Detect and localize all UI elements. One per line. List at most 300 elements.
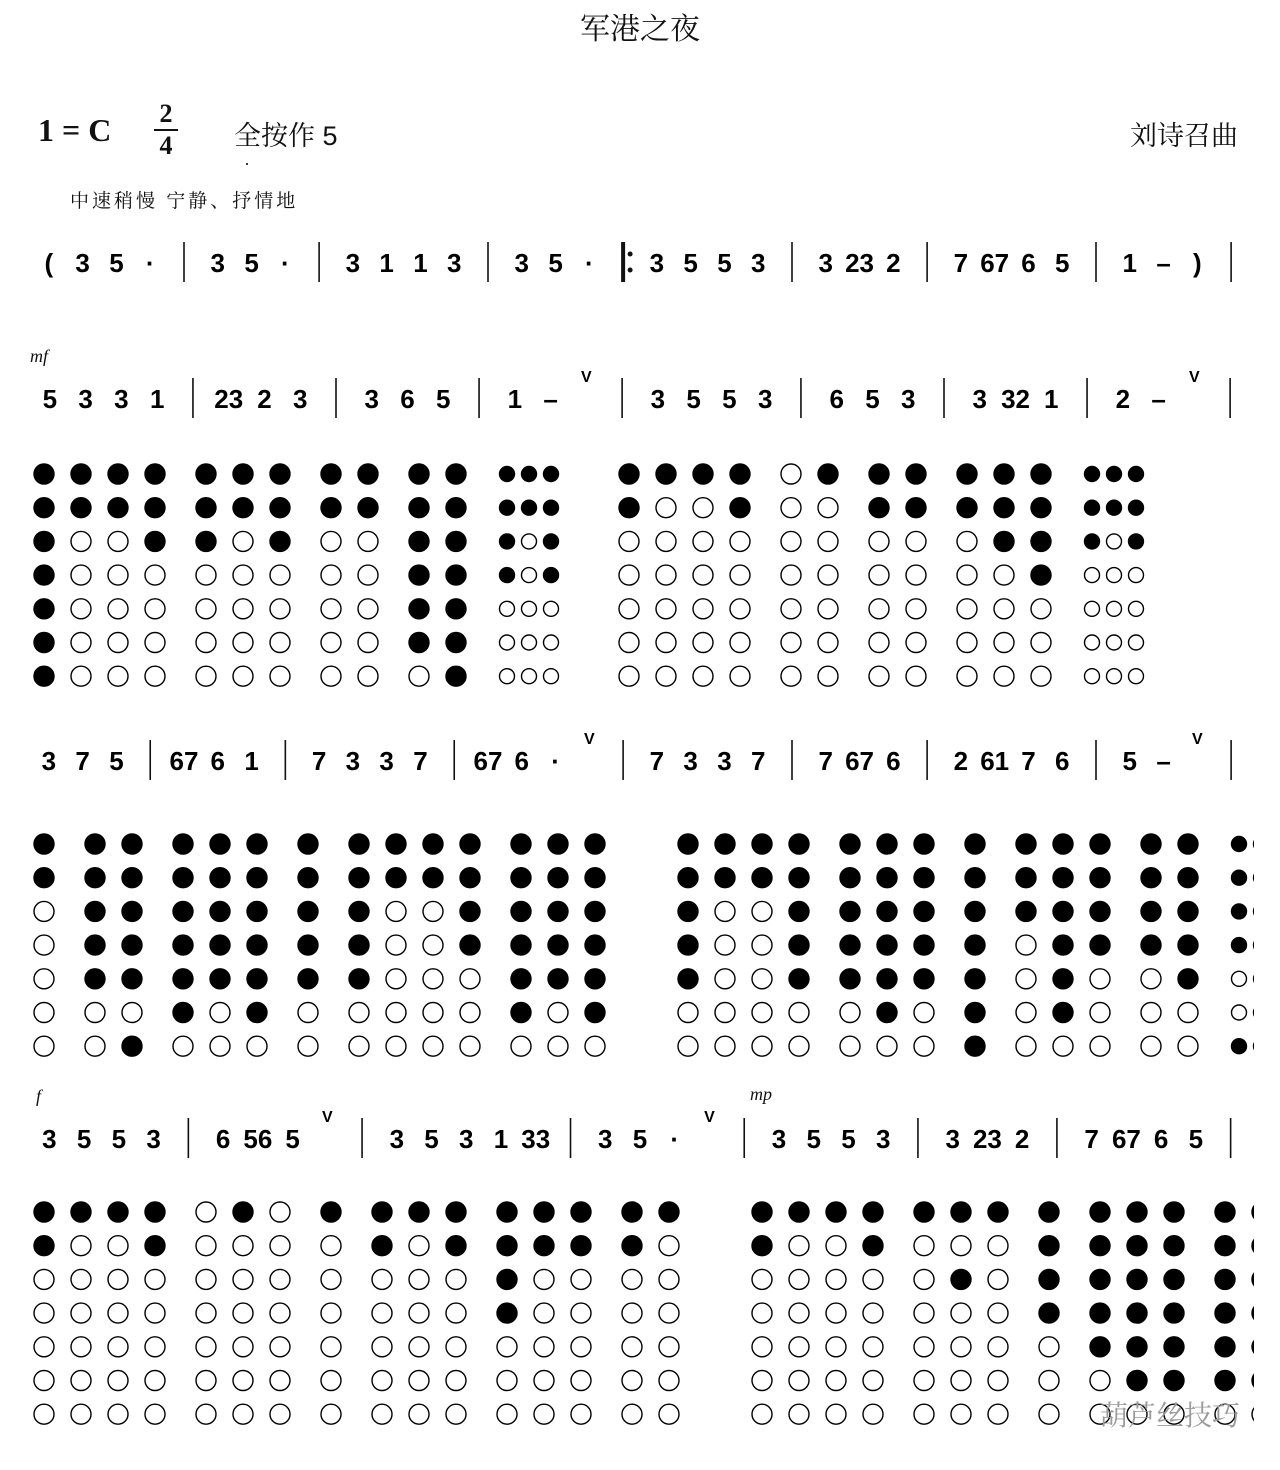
- note: 3: [598, 1124, 613, 1154]
- fingering-chart-3: [26, 1194, 1254, 1434]
- covered-hole: [446, 565, 466, 585]
- open-hole: [409, 1337, 429, 1357]
- note: 5: [76, 1124, 92, 1154]
- open-hole: [233, 633, 253, 653]
- open-hole: [951, 1337, 971, 1357]
- open-hole: [730, 531, 750, 551]
- covered-hole: [409, 498, 429, 518]
- covered-hole: [173, 901, 193, 921]
- open-hole: [656, 531, 676, 551]
- open-hole: [914, 1371, 934, 1391]
- covered-hole: [1252, 1303, 1254, 1323]
- covered-hole: [965, 969, 985, 989]
- covered-hole: [321, 498, 341, 518]
- covered-hole: [656, 464, 676, 484]
- open-hole: [522, 568, 537, 583]
- open-hole: [1178, 1036, 1198, 1056]
- open-hole: [522, 669, 537, 684]
- covered-hole: [965, 1003, 985, 1023]
- open-hole: [619, 599, 639, 619]
- covered-hole: [840, 935, 860, 955]
- open-hole: [840, 1003, 860, 1023]
- covered-hole: [497, 1269, 517, 1289]
- open-hole: [863, 1269, 883, 1289]
- covered-hole: [497, 1202, 517, 1222]
- open-hole: [358, 599, 378, 619]
- note: –: [1156, 746, 1171, 776]
- open-hole: [656, 666, 676, 686]
- open-hole: [409, 1236, 429, 1256]
- open-hole: [544, 601, 559, 616]
- covered-hole: [460, 901, 480, 921]
- open-hole: [659, 1269, 679, 1289]
- covered-hole: [585, 901, 605, 921]
- open-hole: [500, 601, 515, 616]
- open-hole: [752, 1404, 772, 1424]
- open-hole: [270, 633, 290, 653]
- open-hole: [409, 1269, 429, 1289]
- open-hole: [210, 1003, 230, 1023]
- note: 6: [215, 1124, 231, 1154]
- note: 1: [1044, 384, 1059, 414]
- note: 5: [686, 384, 701, 414]
- open-hole: [693, 565, 713, 585]
- open-hole: [548, 1003, 568, 1023]
- covered-hole: [196, 498, 216, 518]
- open-hole: [196, 666, 216, 686]
- note: 3: [875, 1124, 891, 1154]
- open-hole: [752, 935, 772, 955]
- covered-hole: [789, 901, 809, 921]
- open-hole: [818, 565, 838, 585]
- covered-hole: [994, 464, 1014, 484]
- covered-hole: [678, 834, 698, 854]
- covered-hole: [1215, 1337, 1235, 1357]
- covered-hole: [1232, 837, 1247, 852]
- note: ·: [280, 248, 290, 278]
- covered-hole: [1090, 1269, 1110, 1289]
- covered-hole: [233, 464, 253, 484]
- covered-hole: [585, 1003, 605, 1023]
- open-hole: [1090, 1036, 1110, 1056]
- covered-hole: [1164, 1303, 1184, 1323]
- open-hole: [321, 1404, 341, 1424]
- open-hole: [196, 1236, 216, 1256]
- note: 5: [109, 746, 124, 776]
- note: –: [543, 384, 558, 414]
- covered-hole: [446, 666, 466, 686]
- covered-hole: [321, 1202, 341, 1222]
- covered-hole: [1031, 565, 1051, 585]
- fingering-chart-1: [26, 456, 1254, 696]
- covered-hole: [914, 868, 934, 888]
- open-hole: [1232, 971, 1247, 986]
- open-hole: [659, 1337, 679, 1357]
- covered-hole: [1053, 969, 1073, 989]
- note: 1: [493, 1124, 509, 1154]
- open-hole: [994, 633, 1014, 653]
- open-hole: [321, 531, 341, 551]
- note: 5: [109, 248, 124, 278]
- note: 1: [244, 746, 259, 776]
- open-hole: [522, 601, 537, 616]
- open-hole: [446, 1371, 466, 1391]
- open-hole: [951, 1236, 971, 1256]
- open-hole: [730, 565, 750, 585]
- open-hole: [1090, 969, 1110, 989]
- note: 5: [722, 384, 737, 414]
- open-hole: [906, 633, 926, 653]
- covered-hole: [1107, 467, 1122, 482]
- covered-hole: [145, 464, 165, 484]
- notation-line-3: [32, 730, 1248, 800]
- notation-line-1: [32, 232, 1248, 302]
- open-hole: [571, 1337, 591, 1357]
- open-hole: [988, 1404, 1008, 1424]
- note: 3: [750, 248, 766, 278]
- open-hole: [409, 1303, 429, 1323]
- note: 2: [1115, 384, 1131, 414]
- note: 2: [886, 248, 901, 278]
- covered-hole: [173, 969, 193, 989]
- open-hole: [145, 599, 165, 619]
- open-hole: [145, 1269, 165, 1289]
- covered-hole: [500, 500, 515, 515]
- open-hole: [372, 1404, 392, 1424]
- fingering-chart-2: [26, 826, 1254, 1066]
- open-hole: [1090, 1003, 1110, 1023]
- open-hole: [957, 565, 977, 585]
- covered-hole: [1016, 901, 1036, 921]
- covered-hole: [1031, 498, 1051, 518]
- open-hole: [906, 666, 926, 686]
- open-hole: [34, 901, 54, 921]
- covered-hole: [122, 834, 142, 854]
- covered-hole: [863, 1236, 883, 1256]
- covered-hole: [372, 1236, 392, 1256]
- covered-hole: [994, 531, 1014, 551]
- covered-hole: [270, 464, 290, 484]
- covered-hole: [108, 498, 128, 518]
- covered-hole: [1254, 870, 1255, 885]
- covered-hole: [34, 531, 54, 551]
- open-hole: [914, 1236, 934, 1256]
- covered-hole: [715, 834, 735, 854]
- covered-hole: [1085, 534, 1100, 549]
- covered-hole: [173, 834, 193, 854]
- covered-hole: [877, 901, 897, 921]
- note: 5: [683, 248, 698, 278]
- open-hole: [730, 666, 750, 686]
- repeat-dot: [628, 268, 633, 273]
- covered-hole: [678, 969, 698, 989]
- dynamic-mp: mp: [750, 1084, 772, 1104]
- covered-hole: [585, 935, 605, 955]
- open-hole: [358, 531, 378, 551]
- covered-hole: [1215, 1303, 1235, 1323]
- open-hole: [511, 1036, 531, 1056]
- note: 5: [806, 1124, 821, 1154]
- open-hole: [914, 1036, 934, 1056]
- covered-hole: [1141, 935, 1161, 955]
- open-hole: [693, 633, 713, 653]
- covered-hole: [196, 531, 216, 551]
- open-hole: [233, 1337, 253, 1357]
- covered-hole: [1164, 1371, 1184, 1391]
- note: 23: [214, 384, 244, 414]
- open-hole: [233, 531, 253, 551]
- note: 7: [311, 746, 327, 776]
- open-hole: [1053, 1036, 1073, 1056]
- open-hole: [988, 1337, 1008, 1357]
- covered-hole: [247, 969, 267, 989]
- open-hole: [1039, 1371, 1059, 1391]
- note: 1: [149, 384, 165, 414]
- covered-hole: [1141, 901, 1161, 921]
- covered-hole: [863, 1202, 883, 1222]
- covered-hole: [409, 464, 429, 484]
- covered-hole: [678, 935, 698, 955]
- open-hole: [108, 565, 128, 585]
- open-hole: [372, 1303, 392, 1323]
- note: 3: [146, 1124, 161, 1154]
- open-hole: [145, 633, 165, 653]
- covered-hole: [522, 500, 537, 515]
- covered-hole: [548, 834, 568, 854]
- covered-hole: [1085, 467, 1100, 482]
- open-hole: [571, 1269, 591, 1289]
- open-hole: [71, 666, 91, 686]
- covered-hole: [34, 834, 54, 854]
- open-hole: [423, 969, 443, 989]
- note: 3: [293, 384, 308, 414]
- open-hole: [321, 1303, 341, 1323]
- note: 3: [389, 1124, 405, 1154]
- covered-hole: [1127, 1202, 1147, 1222]
- open-hole: [693, 531, 713, 551]
- covered-hole: [914, 935, 934, 955]
- time-signature: [152, 100, 180, 160]
- covered-hole: [1039, 1303, 1059, 1323]
- open-hole: [693, 599, 713, 619]
- covered-hole: [877, 834, 897, 854]
- open-hole: [826, 1303, 846, 1323]
- open-hole: [349, 1003, 369, 1023]
- open-hole: [818, 498, 838, 518]
- covered-hole: [752, 1236, 772, 1256]
- note: 3: [514, 248, 530, 278]
- key-signature: 1 = C: [38, 112, 112, 148]
- breath-mark: V: [1191, 731, 1203, 748]
- covered-hole: [1254, 938, 1255, 953]
- covered-hole: [1215, 1202, 1235, 1222]
- covered-hole: [571, 1202, 591, 1222]
- open-hole: [71, 1337, 91, 1357]
- covered-hole: [659, 1202, 679, 1222]
- note: 3: [446, 248, 462, 278]
- open-hole: [678, 1003, 698, 1023]
- covered-hole: [34, 565, 54, 585]
- open-hole: [500, 669, 515, 684]
- covered-hole: [965, 868, 985, 888]
- note: 3: [364, 384, 379, 414]
- open-hole: [108, 531, 128, 551]
- open-hole: [233, 1236, 253, 1256]
- open-hole: [145, 1303, 165, 1323]
- open-hole: [693, 498, 713, 518]
- covered-hole: [349, 969, 369, 989]
- open-hole: [386, 935, 406, 955]
- covered-hole: [511, 834, 531, 854]
- covered-hole: [145, 1236, 165, 1256]
- open-hole: [1107, 568, 1122, 583]
- covered-hole: [500, 534, 515, 549]
- covered-hole: [1254, 904, 1255, 919]
- covered-hole: [1090, 901, 1110, 921]
- covered-hole: [34, 464, 54, 484]
- covered-hole: [1127, 1269, 1147, 1289]
- covered-hole: [678, 901, 698, 921]
- open-hole: [656, 565, 676, 585]
- note: 67: [1111, 1124, 1141, 1154]
- covered-hole: [270, 498, 290, 518]
- covered-hole: [1031, 464, 1051, 484]
- covered-hole: [1016, 834, 1036, 854]
- open-hole: [957, 531, 977, 551]
- open-hole: [386, 1036, 406, 1056]
- covered-hole: [534, 1236, 554, 1256]
- open-hole: [34, 969, 54, 989]
- covered-hole: [1053, 901, 1073, 921]
- open-hole: [270, 599, 290, 619]
- covered-hole: [85, 868, 105, 888]
- note: 6: [1021, 248, 1036, 278]
- open-hole: [534, 1269, 554, 1289]
- open-hole: [522, 635, 537, 650]
- covered-hole: [34, 868, 54, 888]
- open-hole: [863, 1371, 883, 1391]
- open-hole: [446, 1337, 466, 1357]
- covered-hole: [34, 1236, 54, 1256]
- open-hole: [1178, 1003, 1198, 1023]
- covered-hole: [321, 464, 341, 484]
- open-hole: [1031, 633, 1051, 653]
- open-hole: [781, 464, 801, 484]
- covered-hole: [1090, 1337, 1110, 1357]
- open-hole: [423, 901, 443, 921]
- covered-hole: [1090, 1236, 1110, 1256]
- note: 33: [521, 1124, 551, 1154]
- covered-hole: [122, 1036, 142, 1056]
- open-hole: [869, 565, 889, 585]
- open-hole: [270, 565, 290, 585]
- open-hole: [1252, 1404, 1254, 1424]
- covered-hole: [511, 969, 531, 989]
- note: 3: [210, 248, 226, 278]
- open-hole: [196, 599, 216, 619]
- covered-hole: [122, 901, 142, 921]
- covered-hole: [877, 969, 897, 989]
- covered-hole: [957, 464, 977, 484]
- covered-hole: [460, 834, 480, 854]
- covered-hole: [678, 868, 698, 888]
- covered-hole: [957, 498, 977, 518]
- note: 3: [114, 384, 129, 414]
- note: 3: [649, 248, 665, 278]
- covered-hole: [145, 531, 165, 551]
- covered-hole: [789, 1202, 809, 1222]
- open-hole: [145, 565, 165, 585]
- open-hole: [210, 1036, 230, 1056]
- covered-hole: [210, 969, 230, 989]
- covered-hole: [752, 834, 772, 854]
- open-hole: [34, 1036, 54, 1056]
- open-hole: [1039, 1337, 1059, 1357]
- covered-hole: [1178, 834, 1198, 854]
- open-hole: [321, 1269, 341, 1289]
- open-hole: [863, 1337, 883, 1357]
- open-hole: [693, 666, 713, 686]
- open-hole: [730, 633, 750, 653]
- open-hole: [122, 1003, 142, 1023]
- open-hole: [145, 1404, 165, 1424]
- covered-hole: [1215, 1371, 1235, 1391]
- open-hole: [656, 633, 676, 653]
- covered-hole: [730, 464, 750, 484]
- note: ·: [551, 746, 560, 776]
- open-hole: [951, 1404, 971, 1424]
- open-hole: [869, 599, 889, 619]
- covered-hole: [548, 901, 568, 921]
- open-hole: [869, 633, 889, 653]
- open-hole: [270, 1371, 290, 1391]
- open-hole: [446, 1269, 466, 1289]
- open-hole: [1141, 969, 1161, 989]
- covered-hole: [544, 568, 559, 583]
- open-hole: [372, 1371, 392, 1391]
- open-hole: [1031, 599, 1051, 619]
- open-hole: [321, 633, 341, 653]
- note: 5: [244, 248, 259, 278]
- open-hole: [108, 666, 128, 686]
- covered-hole: [247, 834, 267, 854]
- open-hole: [1141, 1036, 1161, 1056]
- note: 1: [507, 384, 523, 414]
- covered-hole: [994, 498, 1014, 518]
- covered-hole: [571, 1236, 591, 1256]
- covered-hole: [1141, 834, 1161, 854]
- open-hole: [789, 1236, 809, 1256]
- open-hole: [372, 1269, 392, 1289]
- covered-hole: [511, 1003, 531, 1023]
- open-hole: [781, 633, 801, 653]
- open-hole: [988, 1236, 1008, 1256]
- covered-hole: [1178, 969, 1198, 989]
- covered-hole: [1252, 1269, 1254, 1289]
- open-hole: [678, 1036, 698, 1056]
- covered-hole: [423, 868, 443, 888]
- note: 3: [757, 384, 773, 414]
- open-hole: [71, 531, 91, 551]
- breath-mark: V: [1189, 369, 1200, 386]
- covered-hole: [409, 1202, 429, 1222]
- open-hole: [1254, 971, 1255, 986]
- covered-hole: [1178, 935, 1198, 955]
- covered-hole: [1232, 870, 1247, 885]
- open-hole: [781, 531, 801, 551]
- covered-hole: [270, 531, 290, 551]
- covered-hole: [1127, 1337, 1147, 1357]
